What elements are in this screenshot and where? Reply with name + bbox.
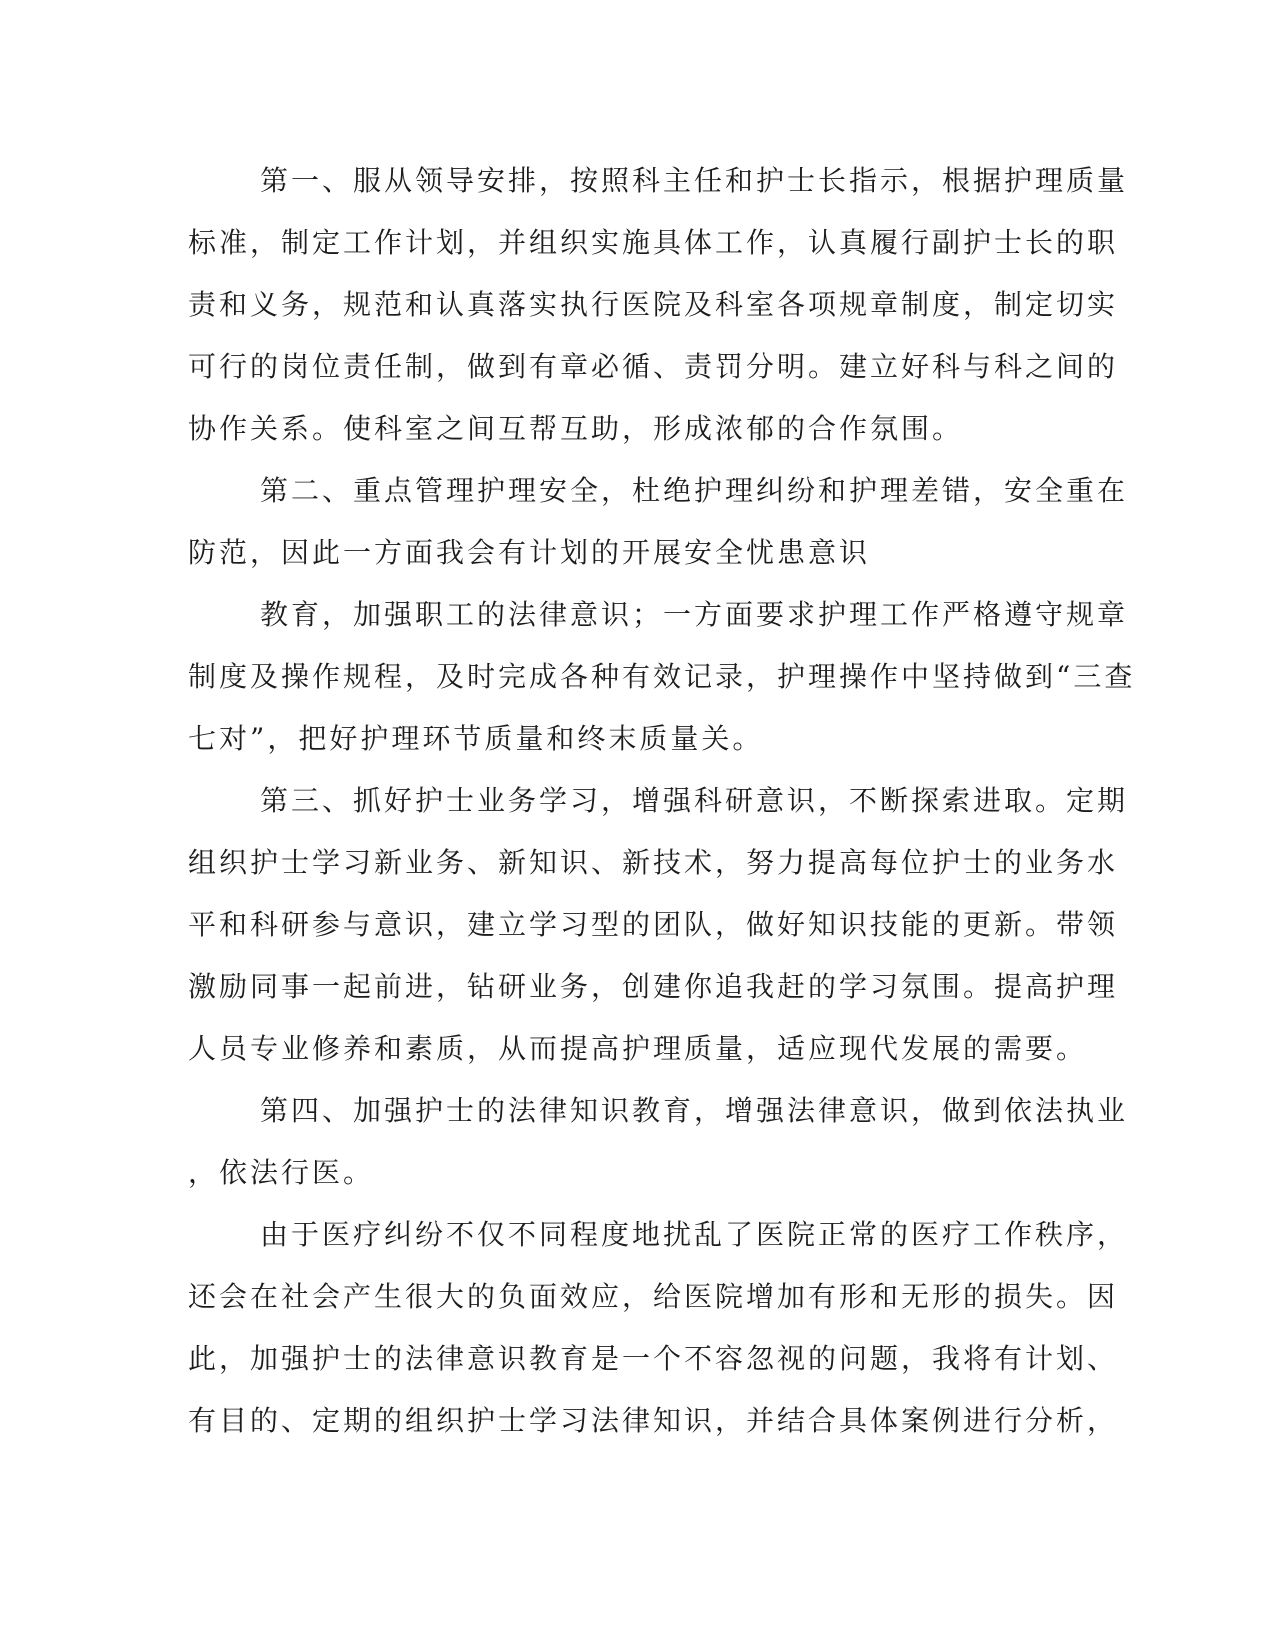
document-body [188,150,1136,1452]
text-line-8: 教育，加强职工的法律意识；一方面要求护理工作严格遵守规章 [260,598,1129,631]
text-line-16: 第四、加强护士的法律知识教育，增强法律意识，做到依法执业 [260,1094,1129,1127]
text-line-17: ，依法行医。 [188,1156,375,1189]
text-line-6: 第二、重点管理护理安全，杜绝护理纠纷和护理差错，安全重在 [260,474,1129,507]
text-line-3: 责和义务，规范和认真落实执行医院及科室各项规章制度，制定切实 [188,288,1119,321]
text-line-11: 第三、抓好护士业务学习，增强科研意识，不断探索进取。定期 [260,784,1129,817]
text-line-14: 激励同事一起前进，钻研业务，创建你追我赶的学习氛围。提高护理 [188,970,1119,1003]
text-line-9: 制度及操作规程，及时完成各种有效记录，护理操作中坚持做到“三查 [188,660,1136,693]
text-line-19: 还会在社会产生很大的负面效应，给医院增加有形和无形的损失。因 [188,1280,1119,1313]
text-line-1: 第一、服从领导安排，按照科主任和护士长指示，根据护理质量 [260,164,1129,197]
text-line-13: 平和科研参与意识，建立学习型的团队，做好知识技能的更新。带领 [188,908,1119,941]
text-line-18: 由于医疗纠纷不仅不同程度地扰乱了医院正常的医疗工作秩序， [260,1218,1129,1251]
text-line-15: 人员专业修养和素质，从而提高护理质量，适应现代发展的需要。 [188,1032,1088,1065]
text-line-2: 标准，制定工作计划，并组织实施具体工作，认真履行副护士长的职 [188,226,1119,259]
text-line-21: 有目的、定期的组织护士学习法律知识，并结合具体案例进行分析， [188,1404,1119,1437]
text-line-20: 此，加强护士的法律意识教育是一个不容忽视的问题，我将有计划、 [188,1342,1119,1375]
text-line-5: 协作关系。使科室之间互帮互助，形成浓郁的合作氛围。 [188,412,964,445]
text-line-10: 七对”，把好护理环节质量和终末质量关。 [188,722,764,755]
text-line-12: 组织护士学习新业务、新知识、新技术，努力提高每位护士的业务水 [188,846,1119,879]
text-line-7: 防范，因此一方面我会有计划的开展安全忧患意识 [188,536,871,569]
text-line-4: 可行的岗位责任制，做到有章必循、责罚分明。建立好科与科之间的 [188,350,1119,383]
